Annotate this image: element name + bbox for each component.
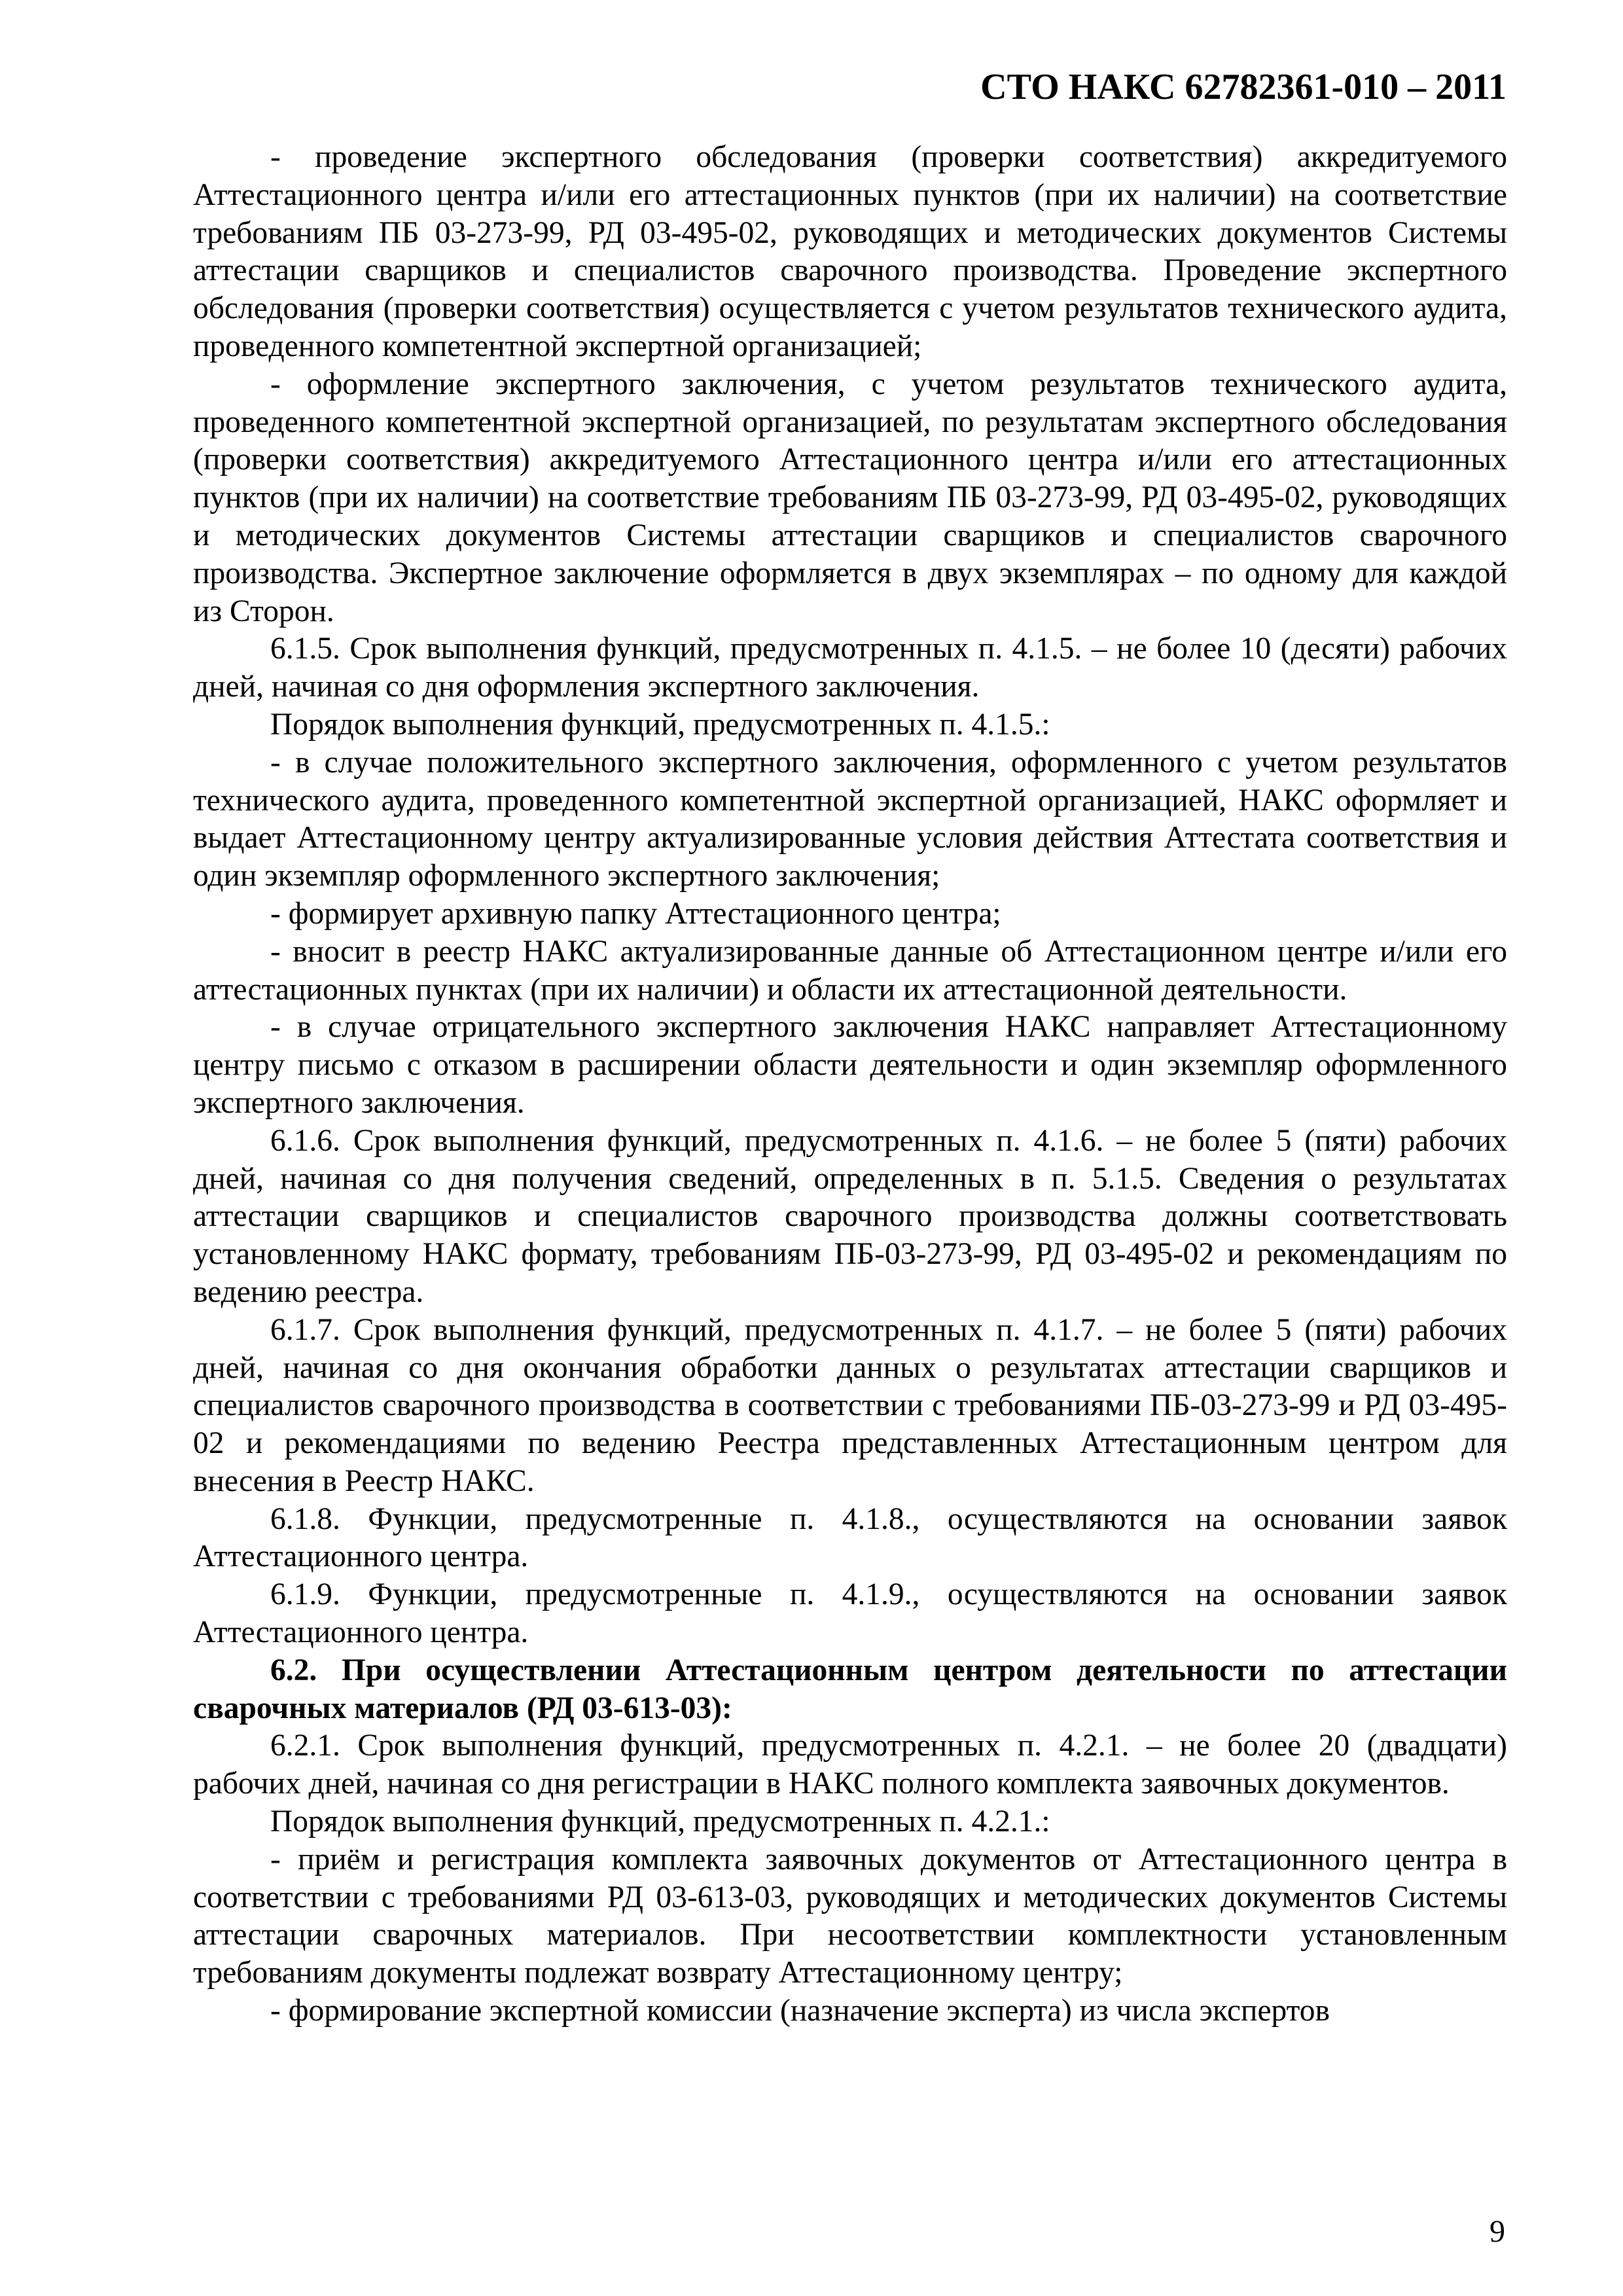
paragraph: - приём и регистрация комплекта заявочных документов от Аттестационного центра в соответствии с требованиями РД 03-613-03, руководящих и методических документов Системы аттестации сварочных материалов. При несоответствии комплектности установленным требованиям документы подлежат возврату Аттестационному центру; <box>193 1842 1507 1990</box>
section-heading: 6.2. При осуществлении Аттестационным центром деятельности по аттестации сварочных материалов (РД 03-613-03): <box>193 1653 1507 1725</box>
paragraph: - оформление экспертного заключения, с учетом результатов технического аудита, проведенного компетентной экспертной организацией, по результатам экспертного обследования (проверки соответствия) аккредитуемого Аттестационного центра и/или его аттестационных пунктов (при их наличии) на соответствие требованиям ПБ 03-273-99, РД 03-495-02, руководящих и методических документов Системы аттестации сварщиков и специалистов сварочного производства. Экспертное заключение оформляется в двух экземплярах – по одному для каждой из Сторон. <box>193 367 1507 628</box>
paragraph: - в случае отрицательного экспертного заключения НАКС направляет Аттестационному центру письмо с отказом в расширении области деятельности и один экземпляр оформленного экспертного заключения. <box>193 1010 1507 1120</box>
document-header: СТО НАКС 62782361-010 – 2011 <box>980 67 1507 107</box>
document-body <box>193 139 1507 2030</box>
paragraph: 6.2.1. Срок выполнения функций, предусмотренных п. 4.2.1. – не более 20 (двадцати) рабочих дней, начиная со дня регистрации в НАКС полного комплекта заявочных документов. <box>193 1729 1507 1801</box>
paragraph: 6.1.5. Срок выполнения функций, предусмотренных п. 4.1.5. – не более 10 (десяти) рабочих дней, начиная со дня оформления экспертного заключения. <box>193 632 1507 704</box>
paragraph: - проведение экспертного обследования (проверки соответствия) аккредитуемого Аттестационного центра и/или его аттестационных пунктов (при их наличии) на соответствие требованиям ПБ 03-273-99, РД 03-495-02, руководящих и методических документов Системы аттестации сварщиков и специалистов сварочного производства. Проведение экспертного обследования (проверки соответствия) осуществляется с учетом результатов технического аудита, проведенного компетентной экспертной организацией; <box>193 140 1507 363</box>
paragraph: 6.1.6. Срок выполнения функций, предусмотренных п. 4.1.6. – не более 5 (пяти) рабочих дней, начиная со дня получения сведений, определенных в п. 5.1.5. Сведения о результатах аттестации сварщиков и специалистов сварочного производства должны соответствовать установленному НАКС формату, требованиям ПБ-03-273-99, РД 03-495-02 и рекомендациям по ведению реестра. <box>193 1123 1507 1309</box>
paragraph: - формирует архивную папку Аттестационного центра; <box>270 896 1001 931</box>
paragraph: Порядок выполнения функций, предусмотренных п. 4.1.5.: <box>270 707 1050 742</box>
paragraph: Порядок выполнения функций, предусмотренных п. 4.2.1.: <box>270 1804 1050 1839</box>
paragraph: 6.1.8. Функции, предусмотренные п. 4.1.8., осуществляются на основании заявок Аттестационного центра. <box>193 1501 1507 1574</box>
paragraph: - формирование экспертной комиссии (назначение эксперта) из числа экспертов <box>270 1994 1330 2028</box>
page-number: 9 <box>1489 2214 1505 2249</box>
paragraph: - вносит в реестр НАКС актуализированные данные об Аттестационном центре и/или его аттестационных пунктах (при их наличии) и области их аттестационной деятельности. <box>193 934 1507 1007</box>
paragraph: - в случае положительного экспертного заключения, оформленного с учетом результатов технического аудита, проведенного компетентной экспертной организацией, НАКС оформляет и выдает Аттестационному центру актуализированные условия действия Аттестата соответствия и один экземпляр оформленного экспертного заключения; <box>193 745 1507 893</box>
paragraph: 6.1.9. Функции, предусмотренные п. 4.1.9., осуществляются на основании заявок Аттестационного центра. <box>193 1577 1507 1650</box>
paragraph: 6.1.7. Срок выполнения функций, предусмотренных п. 4.1.7. – не более 5 (пяти) рабочих дней, начиная со дня окончания обработки данных о результатах аттестации сварщиков и специалистов сварочного производства в соответствии с требованиями ПБ-03-273-99 и РД 03-495-02 и рекомендациями по ведению Реестра представленных Аттестационным центром для внесения в Реестр НАКС. <box>193 1312 1507 1498</box>
